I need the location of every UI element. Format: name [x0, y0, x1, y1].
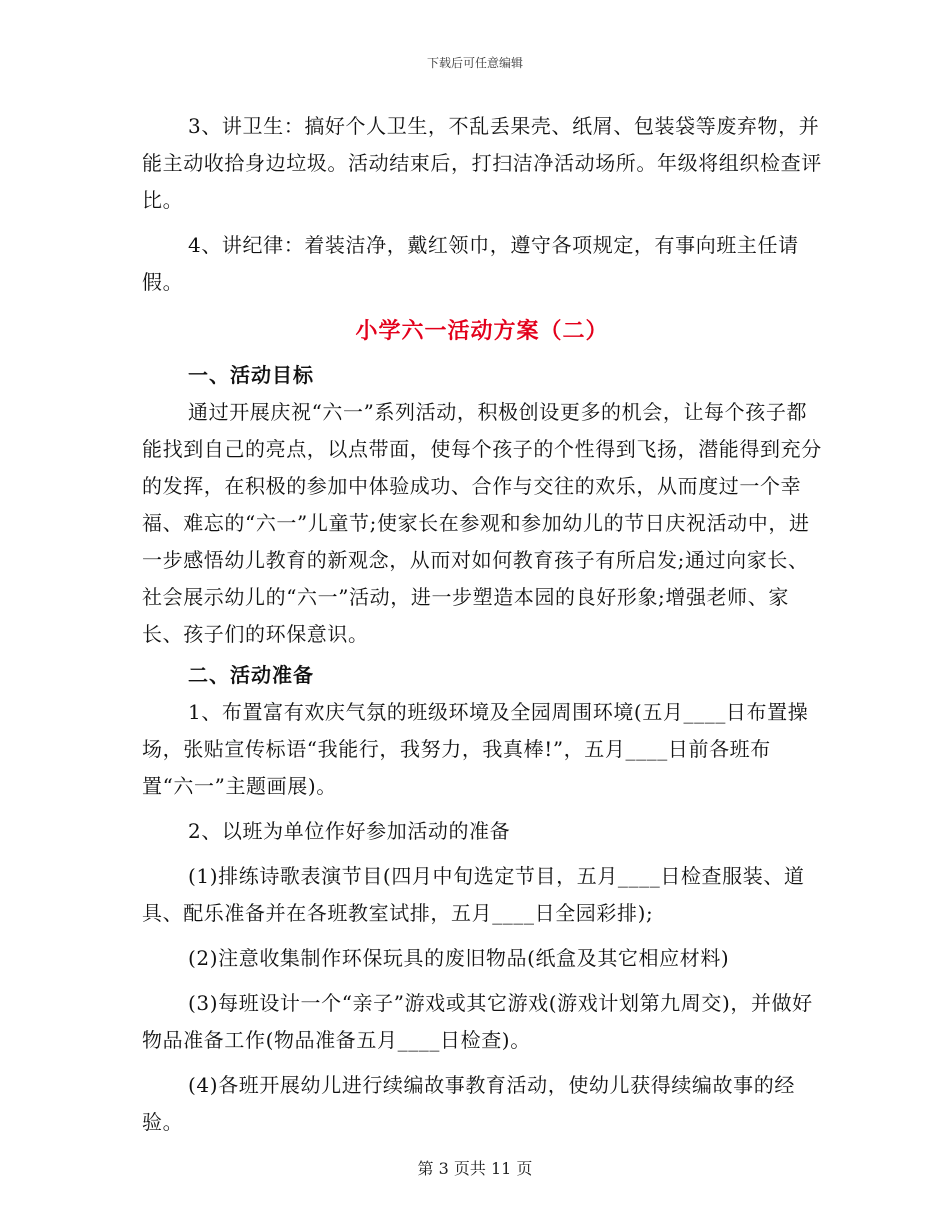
goal-title: 一、活动目标 — [188, 363, 314, 387]
paragraph-hygiene: 3、讲卫生：搞好个人卫生，不乱丢果壳、纸屑、包装袋等废弃物，并能主动收拾身边垃圾。活动结束后，打扫洁净活动场所。年级将组织检查评比。 — [142, 114, 822, 212]
section-heading: 小学六一活动方案（二） — [355, 318, 609, 344]
prep-item-2-4: (4)各班开展幼儿进行续编故事教育活动，使幼儿获得续编故事的经验。 — [142, 1073, 795, 1134]
prep-item-2-2: (2)注意收集制作环保玩具的废旧物品(纸盒及其它相应材料) — [188, 946, 730, 970]
page-footer: 第 3 页共 11 页 — [417, 1159, 533, 1178]
goal-paragraph: 通过开展庆祝“六一”系列活动，积极创设更多的机会，让每个孩子都能找到自己的亮点，以点带面，使每个孩子的个性得到飞扬，潜能得到充分的发挥，在积极的参加中体验成功、合作与交往的欢乐，从而度过一个幸福、难忘的“六一”儿童节;使家长在参观和参加幼儿的节日庆祝活动中，进一步感悟幼儿教育的新观念，从而对如何教育孩子有所启发;通过向家长、社会展示幼儿的“六一”活动，进一步塑造本园的良好形象;增强老师、家长、孩子们的环保意识。 — [142, 400, 822, 646]
document-content — [142, 108, 822, 1141]
header-note: 下载后可任意编辑 — [426, 56, 523, 70]
paragraph-discipline: 4、讲纪律：着装洁净，戴红领巾，遵守各项规定，有事向班主任请假。 — [142, 233, 799, 294]
prep-item-2-3: (3)每班设计一个“亲子”游戏或其它游戏(游戏计划第九周交)，并做好物品准备工作(物品准备五月____日检查)。 — [142, 991, 813, 1052]
prep-item-2-1: (1)排练诗歌表演节目(四月中旬选定节目，五月____日检查服装、道具、配乐准备并在各班教室试排，五月____日全园彩排); — [142, 864, 805, 925]
prep-title: 二、活动准备 — [188, 663, 314, 687]
prep-item-2: 2、以班为单位作好参加活动的准备 — [188, 819, 511, 843]
prep-item-1: 1、布置富有欢庆气氛的班级环境及全园周围环境(五月____日布置操场，张贴宣传标语“我能行，我努力，我真棒!”，五月____日前各班布置“六一”主题画展)。 — [142, 700, 809, 798]
